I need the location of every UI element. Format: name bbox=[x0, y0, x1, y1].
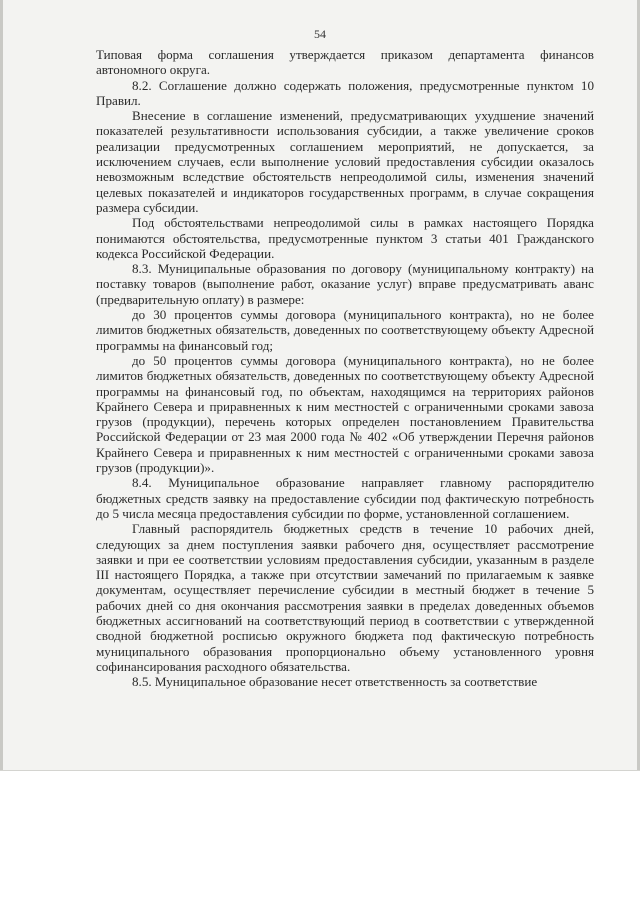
paragraph-10: 8.5. Муниципальное образование несет ответственность за соответствие bbox=[132, 674, 538, 690]
blank-area bbox=[0, 771, 640, 905]
page-number: 54 bbox=[314, 27, 326, 41]
document-body bbox=[96, 47, 594, 689]
paragraph-7: до 50 процентов суммы договора (муниципального контракта), но не более лимитов бюджетных обязательств, доведенных по соответствующему объекту Адресной программы на финансовый год, по объектам, находящимся на территориях районов Крайнего Севера и приравненных к ним местностей с ограниченными сроками завоза грузов (продукции), перечень которых определен постановлением Правительства Российской Федерации от 23 мая 2000 года № 402 «Об утверждении Перечня районов Крайнего Севера и приравненных к ним местностей с ограниченными сроками завоза грузов (продукции)». bbox=[96, 352, 594, 476]
paragraph-4: Под обстоятельствами непреодолимой силы в рамках настоящего Порядка понимаются обстоятельства, предусмотренные пунктом 3 статьи 401 Гражданского кодекса Российской Федерации. bbox=[96, 215, 594, 261]
paragraph-1: Типовая форма соглашения утверждается приказом департамента финансов автономного округа. bbox=[96, 47, 594, 78]
paragraph-8: 8.4. Муниципальное образование направляет главному распорядителю бюджетных средств заявку на предоставление субсидии под фактическую потребность до 5 числа месяца предоставления субсидии по форме, установленной соглашением. bbox=[96, 475, 594, 521]
paragraph-5: 8.3. Муниципальные образования по договору (муниципальному контракту) на поставку товаров (выполнение работ, оказание услуг) вправе предусматривать аванс (предварительную оплату) в размере: bbox=[96, 261, 594, 307]
paragraph-3: Внесение в соглашение изменений, предусматривающих ухудшение значений показателей результативности использования субсидии, а также увеличение сроков реализации предусмотренных соглашением мероприятий, не допускается, за исключением случаев, если выполнение условий предоставления субсидии оказалось невозможным вследствие обстоятельств непреодолимой силы, изменения значений целевых показателей и индикаторов государственных программ, в случае сокращения размера субсидии. bbox=[96, 108, 594, 215]
paragraph-2: 8.2. Соглашение должно содержать положения, предусмотренные пунктом 10 Правил. bbox=[96, 77, 594, 108]
paragraph-9: Главный распорядитель бюджетных средств в течение 10 рабочих дней, следующих за днем поступления заявки рабочего дня, осуществляет рассмотрение заявки и при ее соответствии условиям предоставления субсидии, указанным в разделе III настоящего Порядка, а также при отсутствии замечаний по прилагаемым к заявке документам, осуществляет перечисление субсидии в местный бюджет в течение 5 рабочих дней со дня окончания рассмотрения заявки в пределах доведенных объемов бюджетных ассигнований на соответствующий период в соответствии с утвержденной сводной бюджетной росписью окружного бюджета под фактическую потребность муниципального образования пропорционально объему установленного уровня софинансирования расходного обязательства. bbox=[96, 521, 594, 674]
paragraph-6: до 30 процентов суммы договора (муниципального контракта), но не более лимитов бюджетных обязательств, доведенных по соответствующему объекту Адресной программы на финансовый год; bbox=[96, 307, 594, 353]
